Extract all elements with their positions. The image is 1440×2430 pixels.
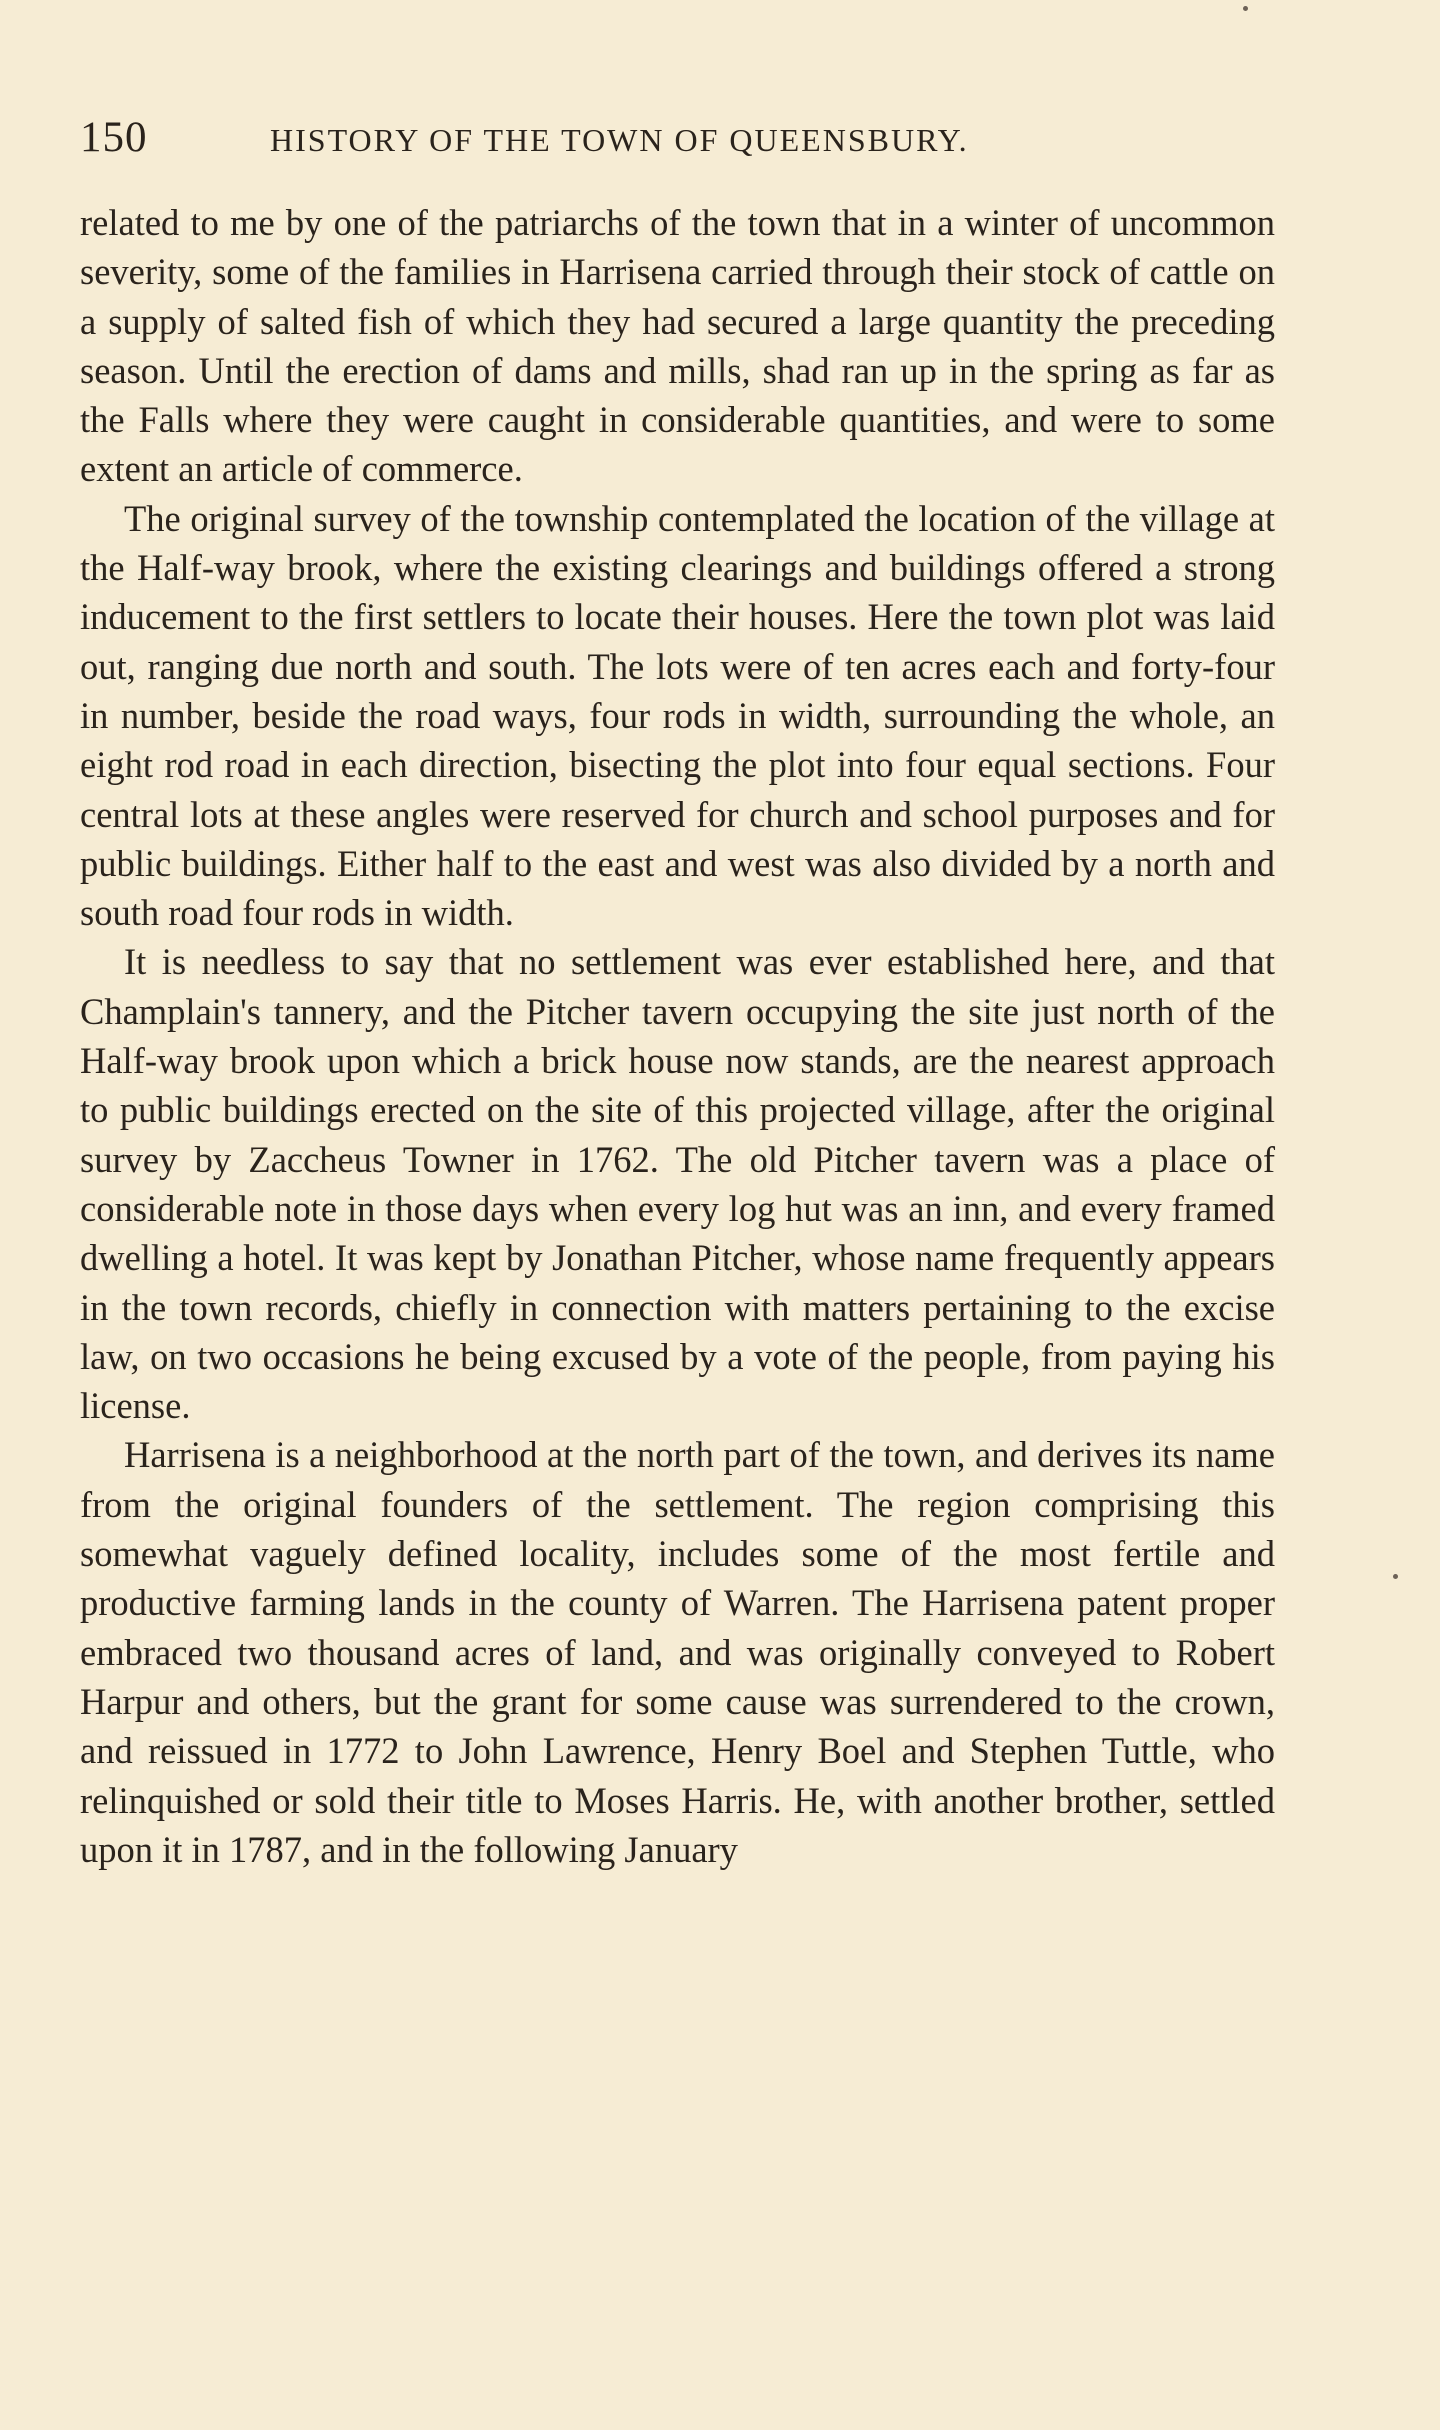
paper-speck xyxy=(1393,1574,1398,1579)
paragraph-continued: related to me by one of the patriarchs of the town that in a winter of uncommon severity, some of the families in Harrisena carried through their stock of cattle on a supply of salted fish of which they had secured a large quantity the preceding season. Until the erection of dams and mills, shad ran up in the spring as far as the Falls where they were caught in considerable quantities, and were to some extent an article of commerce. xyxy=(80,202,1275,490)
running-head xyxy=(80,108,1290,168)
paragraph-harrisena: Harrisena is a neighborhood at the north part of the town, and derives its name from the original founders of the settlement. The region comprising this somewhat vaguely defined locality, includes some of the most fertile and productive farming lands in the county of Warren. The Harrisena patent proper embraced two thousand acres of land, and was originally conveyed to Robert Harpur and others, but the grant for some cause was surrendered to the crown, and reissued in 1772 to John Lawrence, Henry Boel and Stephen Tuttle, who relinquished or sold their title to Moses Harris. He, with another brother, settled upon it in 1787, and in the following January xyxy=(80,1434,1275,1870)
paper-speck xyxy=(1243,6,1248,11)
running-title: HISTORY OF THE TOWN OF QUEENSBURY. xyxy=(270,122,969,158)
paragraph-original-survey: The original survey of the township contemplated the location of the village at the Half-way brook, where the existing clearings and buildings offered a strong inducement to the first settlers to locate their houses. Here the town plot was laid out, ranging due north and south. The lots were of ten acres each and forty-four in number, beside the road ways, four rods in width, surrounding the whole, an eight rod road in each direction, bisecting the plot into four equal sections. Four central lots at these angles were reserved for church and school purposes and for public buildings. Either half to the east and west was also divided by a north and south road four rods in width. xyxy=(80,497,1275,934)
page-number: 150 xyxy=(80,114,148,161)
body-text xyxy=(80,198,1275,1874)
paragraph-no-settlement: It is needless to say that no settlement was ever established here, and that Champlain's tannery, and the Pitcher tavern occupying the site just north of the Half-way brook upon which a brick house now stands, are the nearest approach to public buildings erected on the site of this projected village, after the original survey by Zaccheus Towner in 1762. The old Pitcher tavern was a place of considerable note in those days when every log hut was an inn, and every framed dwelling a hotel. It was kept by Jonathan Pitcher, whose name frequently appears in the town records, chiefly in connection with matters pertaining to the excise law, on two occasions he being excused by a vote of the people, from paying his license. xyxy=(80,941,1275,1427)
